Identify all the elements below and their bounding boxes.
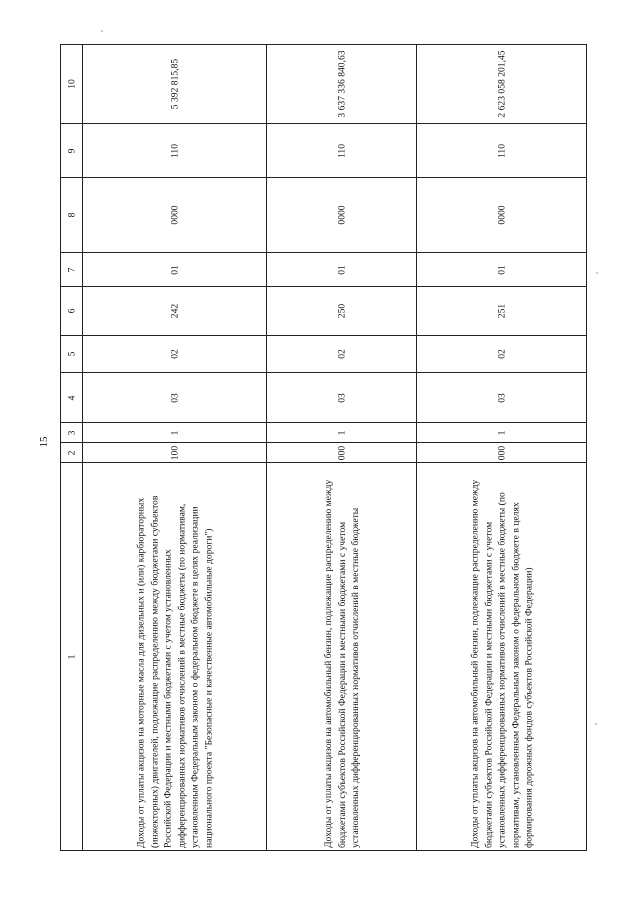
column-header-cell xyxy=(61,178,83,253)
column-header-label: 8 xyxy=(66,212,77,218)
cell-value: 02 xyxy=(496,349,507,359)
column-header-label: 3 xyxy=(66,430,77,435)
column-row-1 xyxy=(61,463,637,851)
cell-value: 110 xyxy=(496,143,507,158)
column-header-cell xyxy=(61,45,83,124)
column-header-label: 4 xyxy=(66,395,77,400)
column-header-label: 5 xyxy=(66,351,77,357)
column-header-label: 9 xyxy=(66,148,77,153)
column-row-10 xyxy=(61,45,637,124)
table-cell xyxy=(267,287,417,336)
table-cell xyxy=(417,45,587,124)
column-header-cell xyxy=(61,423,83,443)
column-header-label: 6 xyxy=(66,308,77,314)
scan-speck xyxy=(595,723,597,725)
cell-value: 000 xyxy=(336,445,347,460)
table-cell xyxy=(83,423,267,443)
table-cell xyxy=(83,443,267,463)
cell-value: 000 xyxy=(496,445,507,460)
column-row-4 xyxy=(61,373,637,423)
cell-value: 5 392 815,85 xyxy=(169,58,180,110)
cell-value: 0000 xyxy=(336,205,347,225)
table-cell xyxy=(417,423,587,443)
column-row-2 xyxy=(61,443,637,463)
table-cell xyxy=(83,336,267,373)
row-label-cell xyxy=(83,463,267,851)
cell-value: 03 xyxy=(169,392,180,403)
column-header-cell xyxy=(61,287,83,336)
cell-value: 110 xyxy=(336,143,347,158)
column-row-3 xyxy=(61,423,637,443)
column-header-label: 7 xyxy=(66,267,77,272)
cell-value: 03 xyxy=(496,392,507,403)
row-label: Доходы от уплаты акцизов на автомобильный бензин, подлежащие распределению между бюджетами субъектов Российской Федерации и местными бюджетами с учетом установленных дифференцированных нормативов отчислений в местные бюджеты (по нормативам, установленным Федеральным законом о федеральном бюджете в целях формирования дорожных фондов субъектов Российской Федерации) xyxy=(468,479,534,848)
column-row-7 xyxy=(61,253,637,287)
table-cell xyxy=(267,443,417,463)
scan-speck xyxy=(101,30,103,32)
cell-value: 01 xyxy=(336,264,347,275)
cell-value: 2 623 058 201,45 xyxy=(496,50,507,118)
column-header-label: 1 xyxy=(66,654,77,659)
cell-value: 242 xyxy=(169,303,180,319)
column-header-cell xyxy=(61,463,83,851)
column-header-label: 10 xyxy=(66,79,77,89)
cell-value: 250 xyxy=(336,303,347,319)
cell-value: 03 xyxy=(336,392,347,403)
column-header-cell xyxy=(61,443,83,463)
cell-value: 0000 xyxy=(496,205,507,225)
cell-value: 251 xyxy=(496,303,507,319)
cell-value: 02 xyxy=(169,349,180,359)
column-row-5 xyxy=(61,336,637,373)
cell-value: 110 xyxy=(169,143,180,158)
row-label: Доходы от уплаты акцизов на моторные масла для дизельных и (или) карбюраторных (инжекторных) двигателей, подлежащие распределению между бюджетами субъектов Российской Федерации и местными бюджетами с учетом установленных дифференцированных нормативов отчислений в местные бюджеты (по нормативам, установленным Федеральным законом о федеральном бюджете в целях реализации национального проекта "Безопасные и качественные автомобильные дороги") xyxy=(135,495,214,848)
table-cell xyxy=(83,178,267,253)
cell-value: 100 xyxy=(169,445,180,460)
table-cell xyxy=(267,253,417,287)
table-cell xyxy=(267,336,417,373)
table-cell xyxy=(83,45,267,124)
column-header-cell xyxy=(61,373,83,423)
column-row-6 xyxy=(61,287,637,336)
table-cell xyxy=(83,373,267,423)
table-cell xyxy=(417,178,587,253)
column-header-cell xyxy=(61,253,83,287)
column-row-8 xyxy=(61,178,637,253)
scan-speck xyxy=(596,272,598,274)
table-cell xyxy=(267,423,417,443)
cell-value: 1 xyxy=(496,430,507,435)
column-header-label: 2 xyxy=(66,450,77,455)
table-cell xyxy=(83,287,267,336)
table-cell xyxy=(267,373,417,423)
row-label-cell xyxy=(417,463,587,851)
table-cell xyxy=(417,287,587,336)
cell-value: 1 xyxy=(336,430,347,435)
column-header-cell xyxy=(61,336,83,373)
table-cell xyxy=(417,336,587,373)
table-cell xyxy=(267,45,417,124)
cell-value: 0000 xyxy=(169,205,180,225)
cell-value: 3 637 336 840,63 xyxy=(336,50,347,118)
row-label: Доходы от уплаты акцизов на автомобильный бензин, подлежащие распределению между бюджетами субъектов Российской Федерации и местными бюджетами с учетом установленных дифференцированных нормативов отчислений в местные бюджеты xyxy=(322,479,361,848)
table-cell xyxy=(417,253,587,287)
table-cell xyxy=(83,253,267,287)
table-cell xyxy=(417,373,587,423)
table-cell xyxy=(267,178,417,253)
cell-value: 01 xyxy=(496,264,507,275)
cell-value: 01 xyxy=(169,264,180,275)
table-cell xyxy=(267,124,417,178)
table-cell xyxy=(417,124,587,178)
row-label-cell xyxy=(267,463,417,851)
table-cell xyxy=(417,443,587,463)
cell-value: 02 xyxy=(336,349,347,359)
table-cell xyxy=(83,124,267,178)
data-table xyxy=(60,44,637,851)
page-number: 15 xyxy=(38,436,50,448)
cell-value: 1 xyxy=(169,430,180,435)
column-row-9 xyxy=(61,124,637,178)
column-header-cell xyxy=(61,124,83,178)
